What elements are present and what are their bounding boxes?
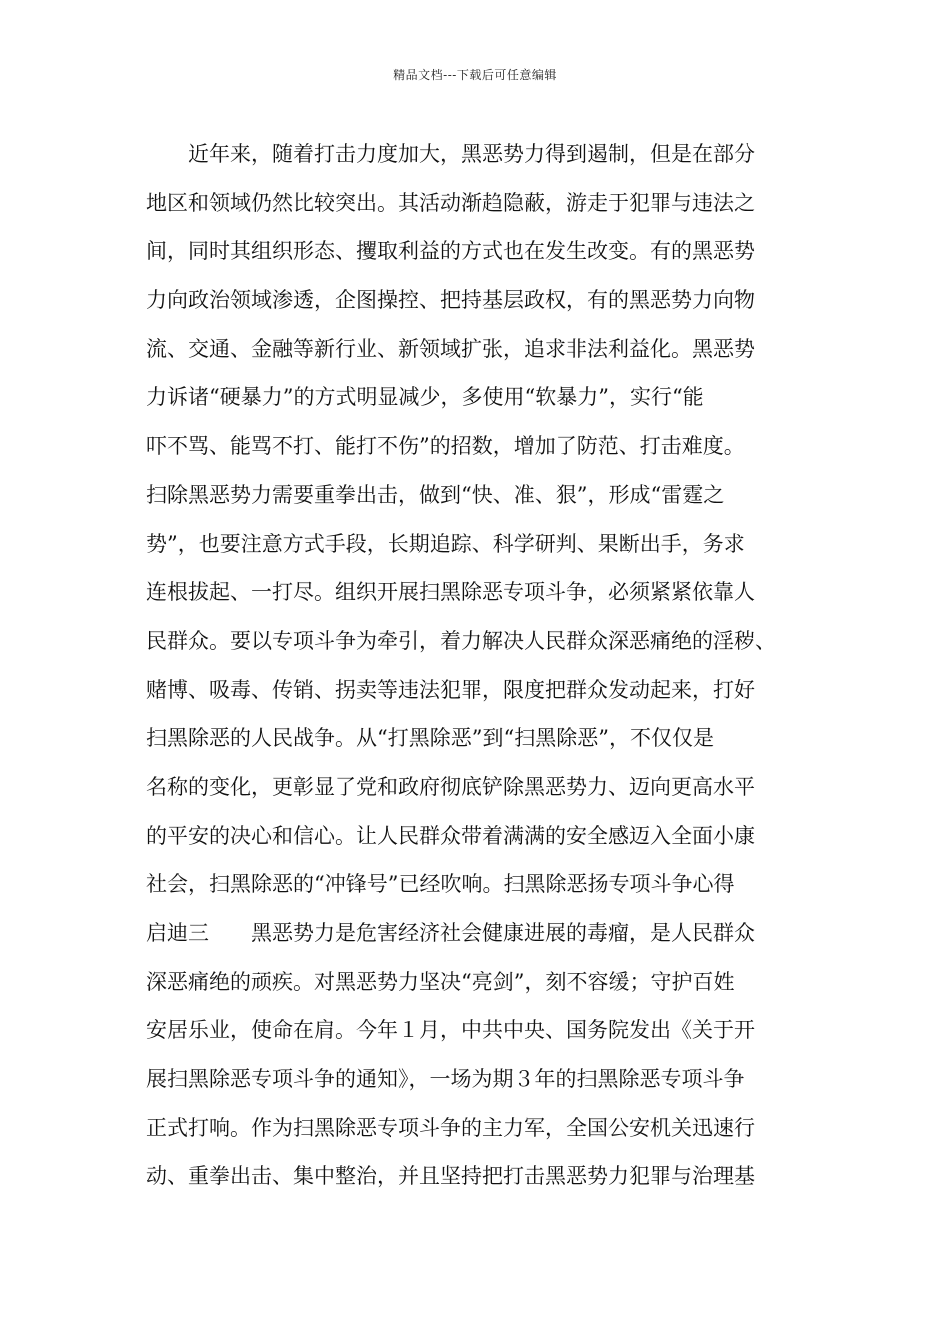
text-line: 民群众。要以专项斗争为牵引，着力解决人民群众深恶痛绝的淫秽、 <box>146 628 776 653</box>
text-line: 扫黑除恶的人民战争。从“打黑除恶”到“扫黑除恶”，不仅仅是 <box>146 726 714 751</box>
text-line: 力向政治领域渗透，企图操控、把持基层政权，有的黑恶势力向物 <box>146 288 755 313</box>
text-line: 连根拔起、一打尽。组织开展扫黑除恶专项斗争，必须紧紧依靠人 <box>146 580 755 605</box>
text-line: 势”，也要注意方式手段，长期追踪、科学研判、果断出手，务求 <box>146 531 745 556</box>
text-line: 近年来，随着打击力度加大，黑恶势力得到遏制，但是在部分 <box>146 142 755 166</box>
text-line: 动、重拳出击、集中整治，并且坚持把打击黑恶势力犯罪与治理基 <box>146 1164 755 1189</box>
text-line: 扫除黑恶势力需要重拳出击，做到“快、准、狠”，形成“雷霆之 <box>146 482 725 507</box>
text-line: 吓不骂、能骂不打、能打不伤”的招数，增加了防范、打击难度。 <box>146 434 745 459</box>
text-line: 的平安的决心和信心。让人民群众带着满满的安全感迈入全面小康 <box>146 823 755 848</box>
text-line: 流、交通、金融等新行业、新领域扩张，追求非法利益化。黑恶势 <box>146 336 755 361</box>
text-line: 社会，扫黑除恶的“冲锋号”已经吹响。扫黑除恶扬专项斗争心得 <box>146 872 735 897</box>
text-line: 安居乐业，使命在肩。今年１月，中共中央、国务院发出《关于开 <box>146 1018 755 1043</box>
document-body <box>146 130 826 1201</box>
page-header: 精品文档---下载后可任意编辑 <box>393 68 557 82</box>
text-line: 赌博、吸毒、传销、拐卖等违法犯罪，限度把群众发动起来，打好 <box>146 677 755 702</box>
text-line: 间，同时其组织形态、攫取利益的方式也在发生改变。有的黑恶势 <box>146 239 755 264</box>
text-line: 名称的变化，更彰显了党和政府彻底铲除黑恶势力、迈向更高水平 <box>146 774 755 799</box>
text-line: 地区和领域仍然比较突出。其活动渐趋隐蔽，游走于犯罪与违法之 <box>146 190 755 215</box>
text-line: 深恶痛绝的顽疾。对黑恶势力坚决“亮剑”，刻不容缓；守护百姓 <box>146 969 735 994</box>
text-line: 力诉诸“硬暴力”的方式明显减少，多使用“软暴力”，实行“能 <box>146 385 704 410</box>
text-line: 启迪三 黑恶势力是危害经济社会健康进展的毒瘤，是人民群众 <box>146 921 755 945</box>
text-line: 展扫黑除恶专项斗争的通知》，一场为期３年的扫黑除恶专项斗争 <box>146 1067 745 1092</box>
text-line: 正式打响。作为扫黑除恶专项斗争的主力军，全国公安机关迅速行 <box>146 1115 755 1140</box>
